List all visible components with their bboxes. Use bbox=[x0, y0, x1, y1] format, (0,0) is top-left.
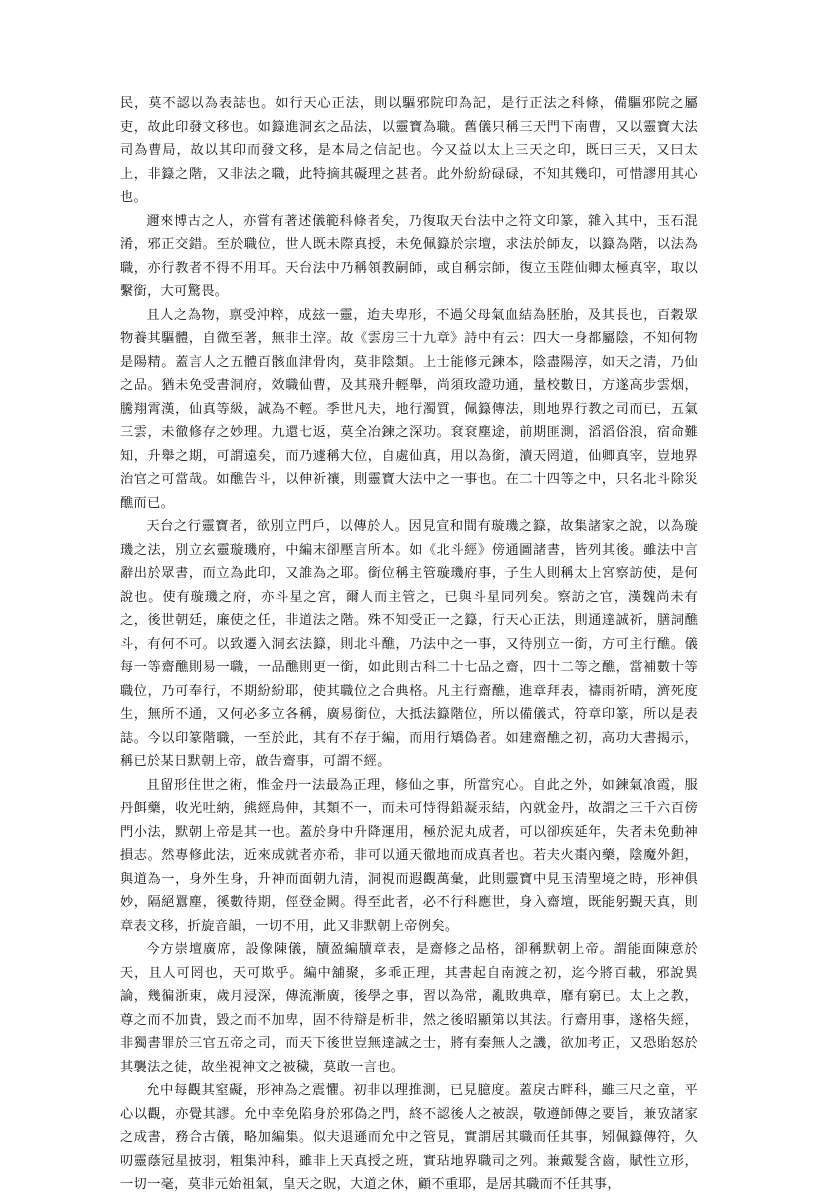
paragraph-7: 允中每觀其窒礙，形神為之震懼。初非以理推測，已見臆度。蓋戾古畔科，雖三尺之童，平心以觀，亦覺其謬。允中幸免陷身於邪偽之門，終不認後人之被誤，敬遵師傳之要旨，兼攷諸家之成書，務合古儀，略加編集。似夫退遜而允中之管見，實謂居其職而任其事，矧佩籙傳符，久叨靈蔭冠星披羽，粗集沖科，雖非上天真授之班，實玷地界職司之列。兼戴髮含齒，賦性立形，一切一毫，莫非元始祖氣，皇天之貺，大道之休，顧不重耶，是居其職而不任其事， bbox=[120, 1083, 698, 1192]
paragraph-1: 民，莫不認以為表誌也。如行天心正法，則以驅邪院印為記，是行正法之科條，備驅邪院之屬吏，故此印發文移也。如籙進洞玄之品法，以靈寶為職。舊儀只稱三天門下南曹，又以靈寶大法司為曹局，故以其印而發文移，是本局之信記也。今又益以太上三天之印，既曰三天，又曰太上，非籙之階，又非法之職，此特摘其礙理之甚者。此外紛紛碌碌，不知其幾印，可惜謬用其心也。 bbox=[120, 96, 698, 205]
document-page bbox=[120, 92, 698, 1197]
paragraph-2: 邇來博古之人，亦嘗有著述儀範科條者矣，乃復取天台法中之符文印篆，雜入其中，玉石混淆，邪正交錯。至於職位，世人既未際真授，未免佩籙於宗壇，求法於師友，以籙為階，以法為職，亦行教者不得不用耳。天台法中乃稱領教嗣師，或自稱宗師，復立玉陛仙卿太極真宰，取以繫銜，大可驚畏。 bbox=[120, 213, 698, 299]
paragraph-5: 且留形住世之術，惟金丹一法最為正理，修仙之事，所當究心。自此之外，如鍊氣飡霞，服丹餌藥，收光吐納，熊經鳥伸，其類不一，而未可恃得鉛凝汞結，內就金丹，故謂之三千六百傍門小法，默朝上帝是其一也。蓋於身中升降運用，極於泥丸成者，可以卻疾延年，失者未免動神損志。然專修此法，近來成就者亦希，非可以通天徹地而成真者也。若夫火棗內藥，陰魔外鉭，與道為一，身外生身，升神而面朝九清，洞視而遐觀萬彙，此則靈寶中見玉清聖境之時，形神俱妙，隔絕囂塵，徯數待期，俓登金闕。得至此者，必不行科應世，身入齋壇，既能躬覲天真，則章表文移，折旋音韻，一切不用，此又非默朝上帝例矣。 bbox=[120, 777, 698, 934]
paragraph-3: 且人之為物，禀受沖粹，成玆一靈，迨夫卑形，不過父母氣血結為胚胎，及其長也，百穀眾物養其驅體，自微至著，無非土滓。故《雲房三十九章》詩中有云：四大一身都屬陰，不知何物是陽精。蓋言人之五體百骸血津骨肉，莫非陰類。上士能修元鍊本，陰盡陽淳，如天之清，乃仙之品。猶未免受書洞府，效職仙曹，及其飛升輕舉，尚須玫證功通，量校數日，方遂高步雲烟，騰翔霄漢，仙真等級，誠為不輕。季世凡夫，地行濁質，佩籙傳法，則地界行教之司而已，五氣三雲，未徹修存之妙理。九還七返，莫全冶鍊之深功。袞袞塵途，前期匪測，滔滔俗浪，宿命難知，升舉之期，可謂遠矣，而乃遽稱大位，自處仙真，用以為銜，瀆天罔道，仙卿真宰，豈地界治官之可當哉。如醮告斗，以伸祈禳，則靈寶大法中之一事也。在二十四等之中，只名北斗除災醮而已。 bbox=[120, 307, 698, 511]
paragraph-4: 天台之行靈寶者，欲別立門戶，以傳於人。因見宣和間有璇璣之籙，故集諸家之說，以為璇璣之法，別立玄靈璇璣府，中編末卻壓言所本。如《北斗經》傍通圖諸書，皆列其後。雖法中言辭出於眾書，而立為此印，又誰為之耶。銜位稱主管璇璣府事，子生人則稱太上宮察訪使，是何說也。使有璇璣之府，亦斗星之宮，爾人而主管之，已與斗星同列矣。察訪之官，漢魏尚未有之，後世朝廷，廉使之任，非道法之階。殊不知受正一之籙，行天心正法，則通達誠祈，膳詞醮斗，有何不可。以致遷入洞玄法籙，則北斗醮，乃法中之一事，又待別立一銜，方可主行醮。儀每一等齋醮則易一職，一品醮則更一銜，如此則古科二十七品之齋，四十二等之醮，當補數十等職位，乃可奉行，不期紛紛耶，使其職位之合典格。凡主行齋醮，進章拜表，禱雨祈晴，濟死度生，無所不通，又何必多立各稱，廣易銜位，大抵法籙階位，所以備儀式，符章印篆，所以是表誌。今以印篆階職，一至於此，其有不存于編，而用行矯偽者。如建齋醮之初，高功大書揭示，稱已於某日默朝上帝，啟告齋事，可謂不經。 bbox=[120, 519, 698, 769]
paragraph-6: 今方崇壇廣席，設像陳儀，牘盈編牘章表，是齋修之品格，卻稱默朝上帝。謂能面陳意於天，且人可罔也，天可欺乎。編中舖聚，多乖正理，其書起自南渡之初，迄今將百載，邪說異論，幾徧浙東，歲月浸深，傳流漸廣，後學之事，習以為常，亂敗典章，靡有窮已。太上之教，尊之而不加貴，毀之而不加卑，固不待辯是析非，然之後昭顯第以其法。行齋用事，遂格失經，非獨書罪於三官五帝之司，而天下後世豈無達誠之士，將有秦無人之譏，欲加考正，又恐貽怒於其襲法之徒，故坐視神文之被穢，莫敢一言也。 bbox=[120, 942, 698, 1075]
